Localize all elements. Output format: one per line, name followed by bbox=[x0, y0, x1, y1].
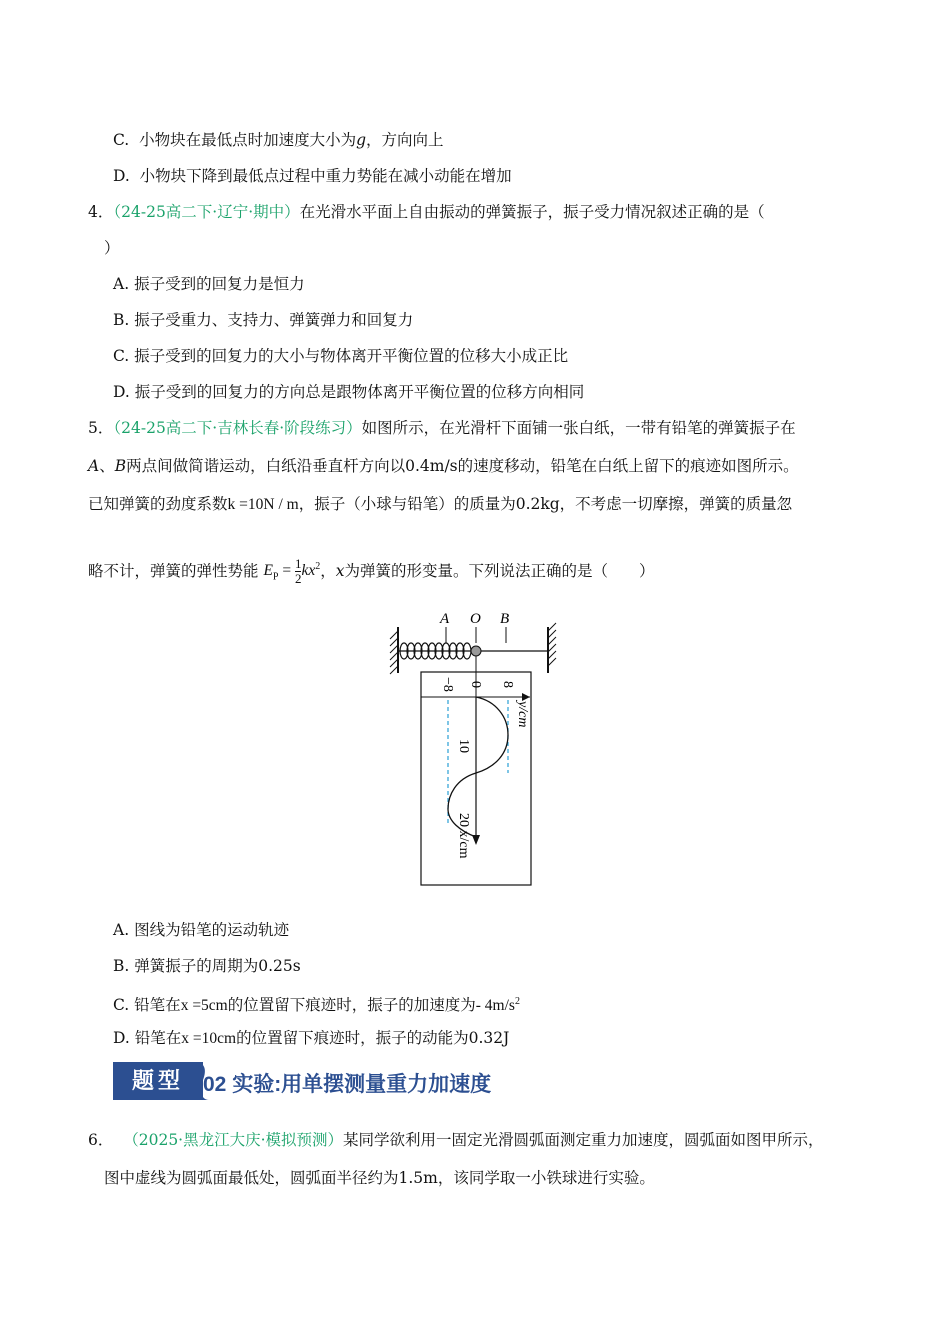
q4-stem: 4．（24-25高二下·辽宁·期中）在光滑水平面上自由振动的弹簧振子，振子受力情况叙述正确的是（ bbox=[88, 203, 765, 221]
x-axis-label: 20 x/cm bbox=[456, 813, 471, 859]
q6-stem-line2: 图中虚线为圆弧面最低处，圆弧面半径约为1.5m，该同学取一小铁球进行实验。 bbox=[104, 1169, 655, 1187]
q5-option-b: B. 弹簧振子的周期为0.25s bbox=[113, 957, 301, 975]
q3-option-d: D. 小物块下降到最低点过程中重力势能在减小动能在增加 bbox=[113, 167, 512, 185]
label-b: B bbox=[500, 611, 510, 627]
q5-stem-line3: 已知弹簧的劲度系数k =10N / m，振子（小球与铅笔）的质量为0.2kg，不考虑一切摩擦，弹簧的质量忽 bbox=[88, 495, 793, 513]
q5-source: （24-25高二下·吉林长春·阶段练习） bbox=[113, 419, 362, 437]
q5-option-c: C. 铅笔在x =5cm的位置留下痕迹时，振子的加速度为- $4m/s^2$ bbox=[113, 996, 520, 1015]
spring-oscillator-figure bbox=[380, 605, 570, 890]
q6-stem-line1: 6． （2025·黑龙江大庆·模拟预测）某同学欲利用一固定光滑圆弧面测定重力加速度，圆弧面如图甲所示， bbox=[88, 1131, 824, 1149]
q5-option-a: A. 图线为铅笔的运动轨迹 bbox=[113, 921, 290, 939]
q4-option-c: C. 振子受到的回复力的大小与物体离开平衡位置的位移大小成正比 bbox=[113, 347, 569, 365]
tick-10: 10 bbox=[456, 739, 471, 753]
spring-constant-formula: k =10N / m bbox=[227, 496, 299, 513]
q4-option-d: D. 振子受到的回复力的方向总是跟物体离开平衡位置的位移方向相同 bbox=[113, 383, 585, 401]
q3-option-c: C. 小物块在最低点时加速度大小为g，方向向上 bbox=[113, 131, 444, 149]
left-wall bbox=[390, 627, 398, 674]
fraction: $\frac{1}{2}$ bbox=[294, 556, 302, 587]
elastic-energy-formula: $E_P$ = $\frac{1}{2}$ $kx^2$ bbox=[263, 556, 321, 587]
section-tag: 题型 bbox=[113, 1062, 203, 1100]
y-axis-arrow bbox=[522, 693, 530, 701]
q5-stem-line2: A、B两点间做简谐运动，白纸沿垂直杆方向以0.4m/s的速度移动，铅笔在白纸上留下的痕迹如图所示。 bbox=[88, 457, 799, 475]
q4-option-a: A. 振子受到的回复力是恒力 bbox=[113, 275, 305, 293]
tick-0: 0 bbox=[468, 681, 483, 688]
q5-stem-line1: 5．（24-25高二下·吉林长春·阶段练习）如图所示，在光滑杆下面铺一张白纸，一带有铅笔的弹簧振子在 bbox=[88, 419, 796, 437]
q4-source: （24-25高二下·辽宁·期中） bbox=[113, 203, 300, 221]
label-o: O bbox=[470, 611, 481, 627]
tick-neg8: −8 bbox=[440, 677, 455, 692]
label-a: A bbox=[440, 611, 450, 627]
y-axis-label: y/cm bbox=[515, 701, 530, 728]
tick-8: 8 bbox=[500, 681, 515, 688]
right-wall bbox=[548, 623, 556, 673]
q4-option-b: B. 振子受重力、支持力、弹簧弹力和回复力 bbox=[113, 311, 414, 329]
section-title: 02 实验:用单摆测量重力加速度 bbox=[203, 1073, 492, 1096]
q5-stem-line4: 略不计，弹簧的弹性势能 $E_P$ = $\frac{1}{2}$ $kx^2$，x为弹簧的形变量。下列说法正确的是（ ） bbox=[88, 556, 655, 587]
q5-option-d: D. 铅笔在x =10cm的位置留下痕迹时，振子的动能为0.32J bbox=[113, 1029, 510, 1047]
q4-stem-end: ） bbox=[104, 239, 120, 257]
oscillator-ball bbox=[471, 646, 481, 656]
q6-source: （2025·黑龙江大庆·模拟预测） bbox=[123, 1131, 344, 1149]
